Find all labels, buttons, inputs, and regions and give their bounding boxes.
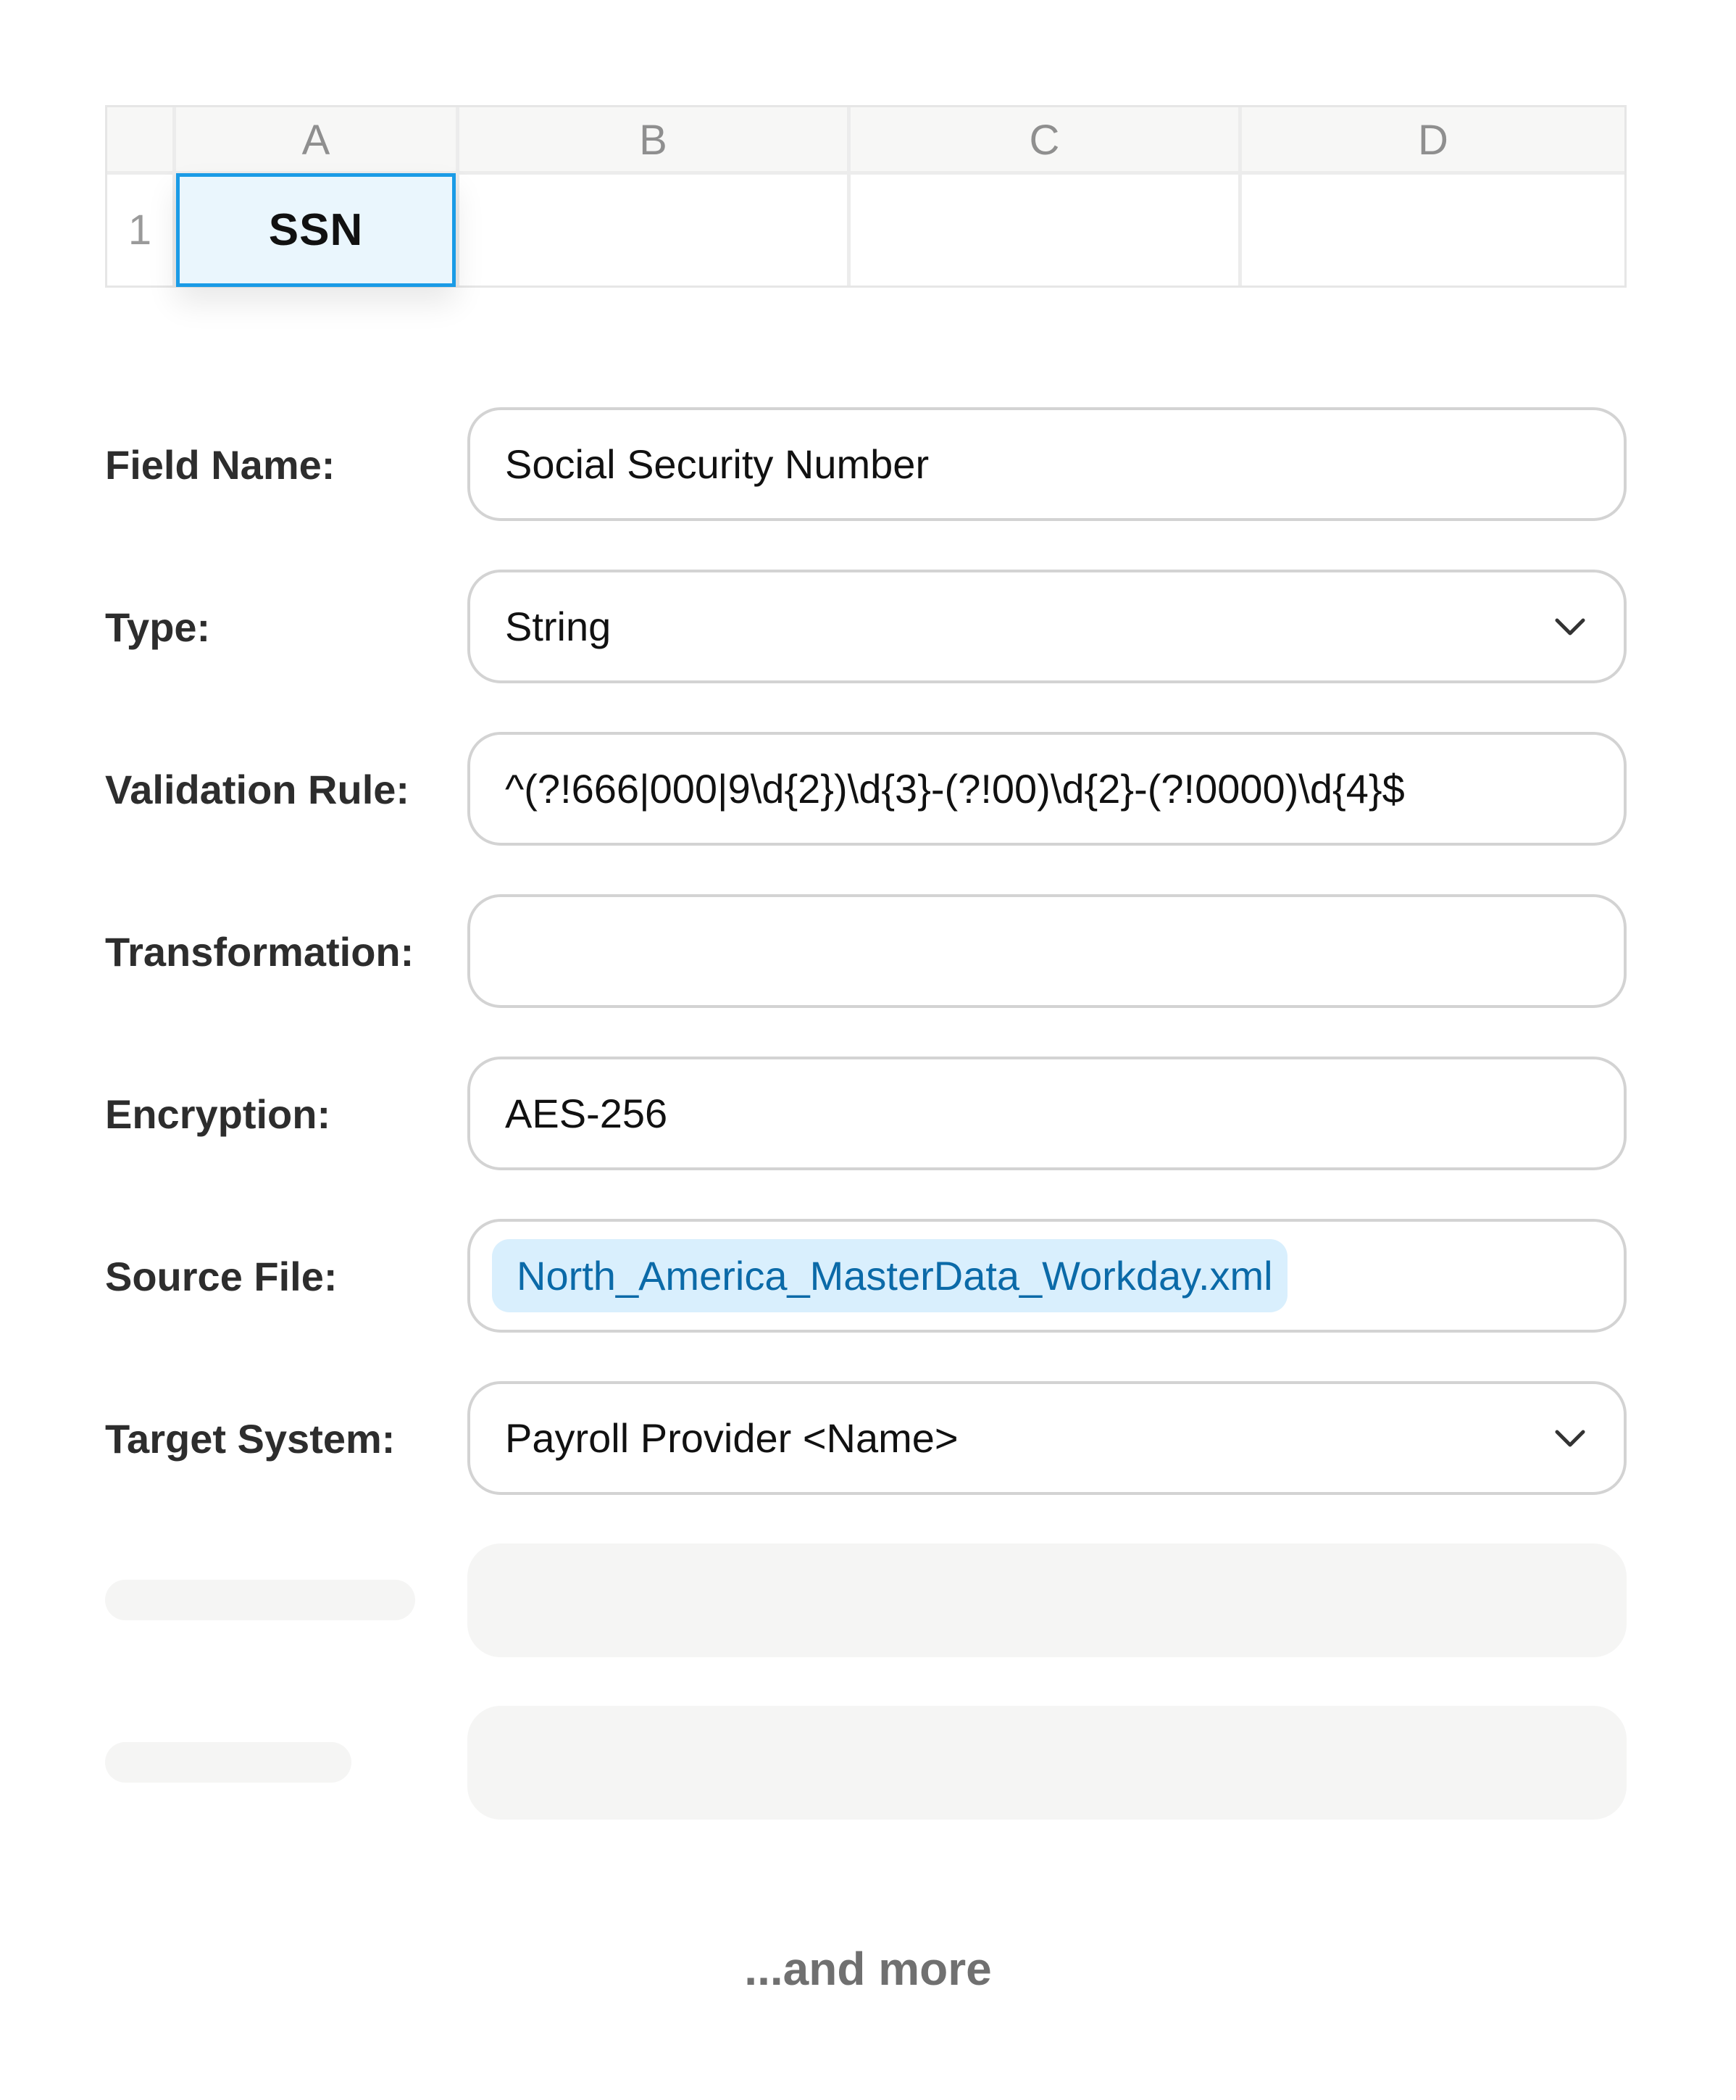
spreadsheet-grid bbox=[105, 105, 1627, 288]
transformation-input[interactable] bbox=[467, 894, 1627, 1008]
source-file-label: Source File: bbox=[105, 1254, 338, 1299]
column-header-b[interactable]: B bbox=[459, 107, 847, 173]
selected-cell-a1[interactable]: SSN bbox=[176, 173, 456, 287]
placeholder-label bbox=[105, 1580, 415, 1620]
row-header-1[interactable]: 1 bbox=[128, 207, 152, 254]
source-file-chip[interactable]: North_America_MasterData_Workday.xml bbox=[492, 1239, 1288, 1312]
type-label: Type: bbox=[105, 604, 211, 650]
field-name-label: Field Name: bbox=[105, 442, 335, 488]
validation-rule-label: Validation Rule: bbox=[105, 767, 410, 812]
corner-header-cell[interactable] bbox=[107, 107, 176, 173]
validation-rule-input[interactable] bbox=[467, 732, 1627, 846]
target-system-select[interactable] bbox=[467, 1381, 1627, 1495]
column-header-d[interactable]: D bbox=[1242, 107, 1624, 173]
placeholder-field bbox=[467, 1706, 1627, 1820]
placeholder-label bbox=[105, 1742, 351, 1783]
validation-rule-value: ^(?!666|000|9\d{2})\d{3}-(?!00)\d{2}-(?!0000)\d{4}$ bbox=[505, 766, 1405, 812]
encryption-value: AES-256 bbox=[505, 1091, 668, 1136]
chevron-down-icon[interactable] bbox=[1553, 609, 1587, 644]
field-name-value: Social Security Number bbox=[505, 441, 930, 487]
chevron-down-icon[interactable] bbox=[1553, 1421, 1587, 1456]
source-file-input[interactable] bbox=[467, 1219, 1627, 1333]
grid-line bbox=[456, 107, 459, 286]
type-value: String bbox=[505, 604, 612, 649]
column-header-a[interactable]: A bbox=[176, 107, 456, 173]
cell-b1[interactable] bbox=[459, 177, 847, 287]
target-system-label: Target System: bbox=[105, 1416, 396, 1462]
grid-line bbox=[847, 107, 851, 286]
encryption-label: Encryption: bbox=[105, 1091, 331, 1137]
cell-d1[interactable] bbox=[1242, 177, 1624, 287]
grid-line bbox=[1238, 107, 1242, 286]
target-system-value: Payroll Provider <Name> bbox=[505, 1415, 959, 1461]
transformation-label: Transformation: bbox=[105, 929, 414, 975]
column-header-c[interactable]: C bbox=[851, 107, 1238, 173]
type-select[interactable] bbox=[467, 570, 1627, 683]
placeholder-field bbox=[467, 1543, 1627, 1657]
field-name-input[interactable] bbox=[467, 407, 1627, 521]
and-more-text: ...and more bbox=[744, 1943, 992, 1995]
cell-c1[interactable] bbox=[851, 177, 1238, 287]
encryption-input[interactable] bbox=[467, 1057, 1627, 1170]
